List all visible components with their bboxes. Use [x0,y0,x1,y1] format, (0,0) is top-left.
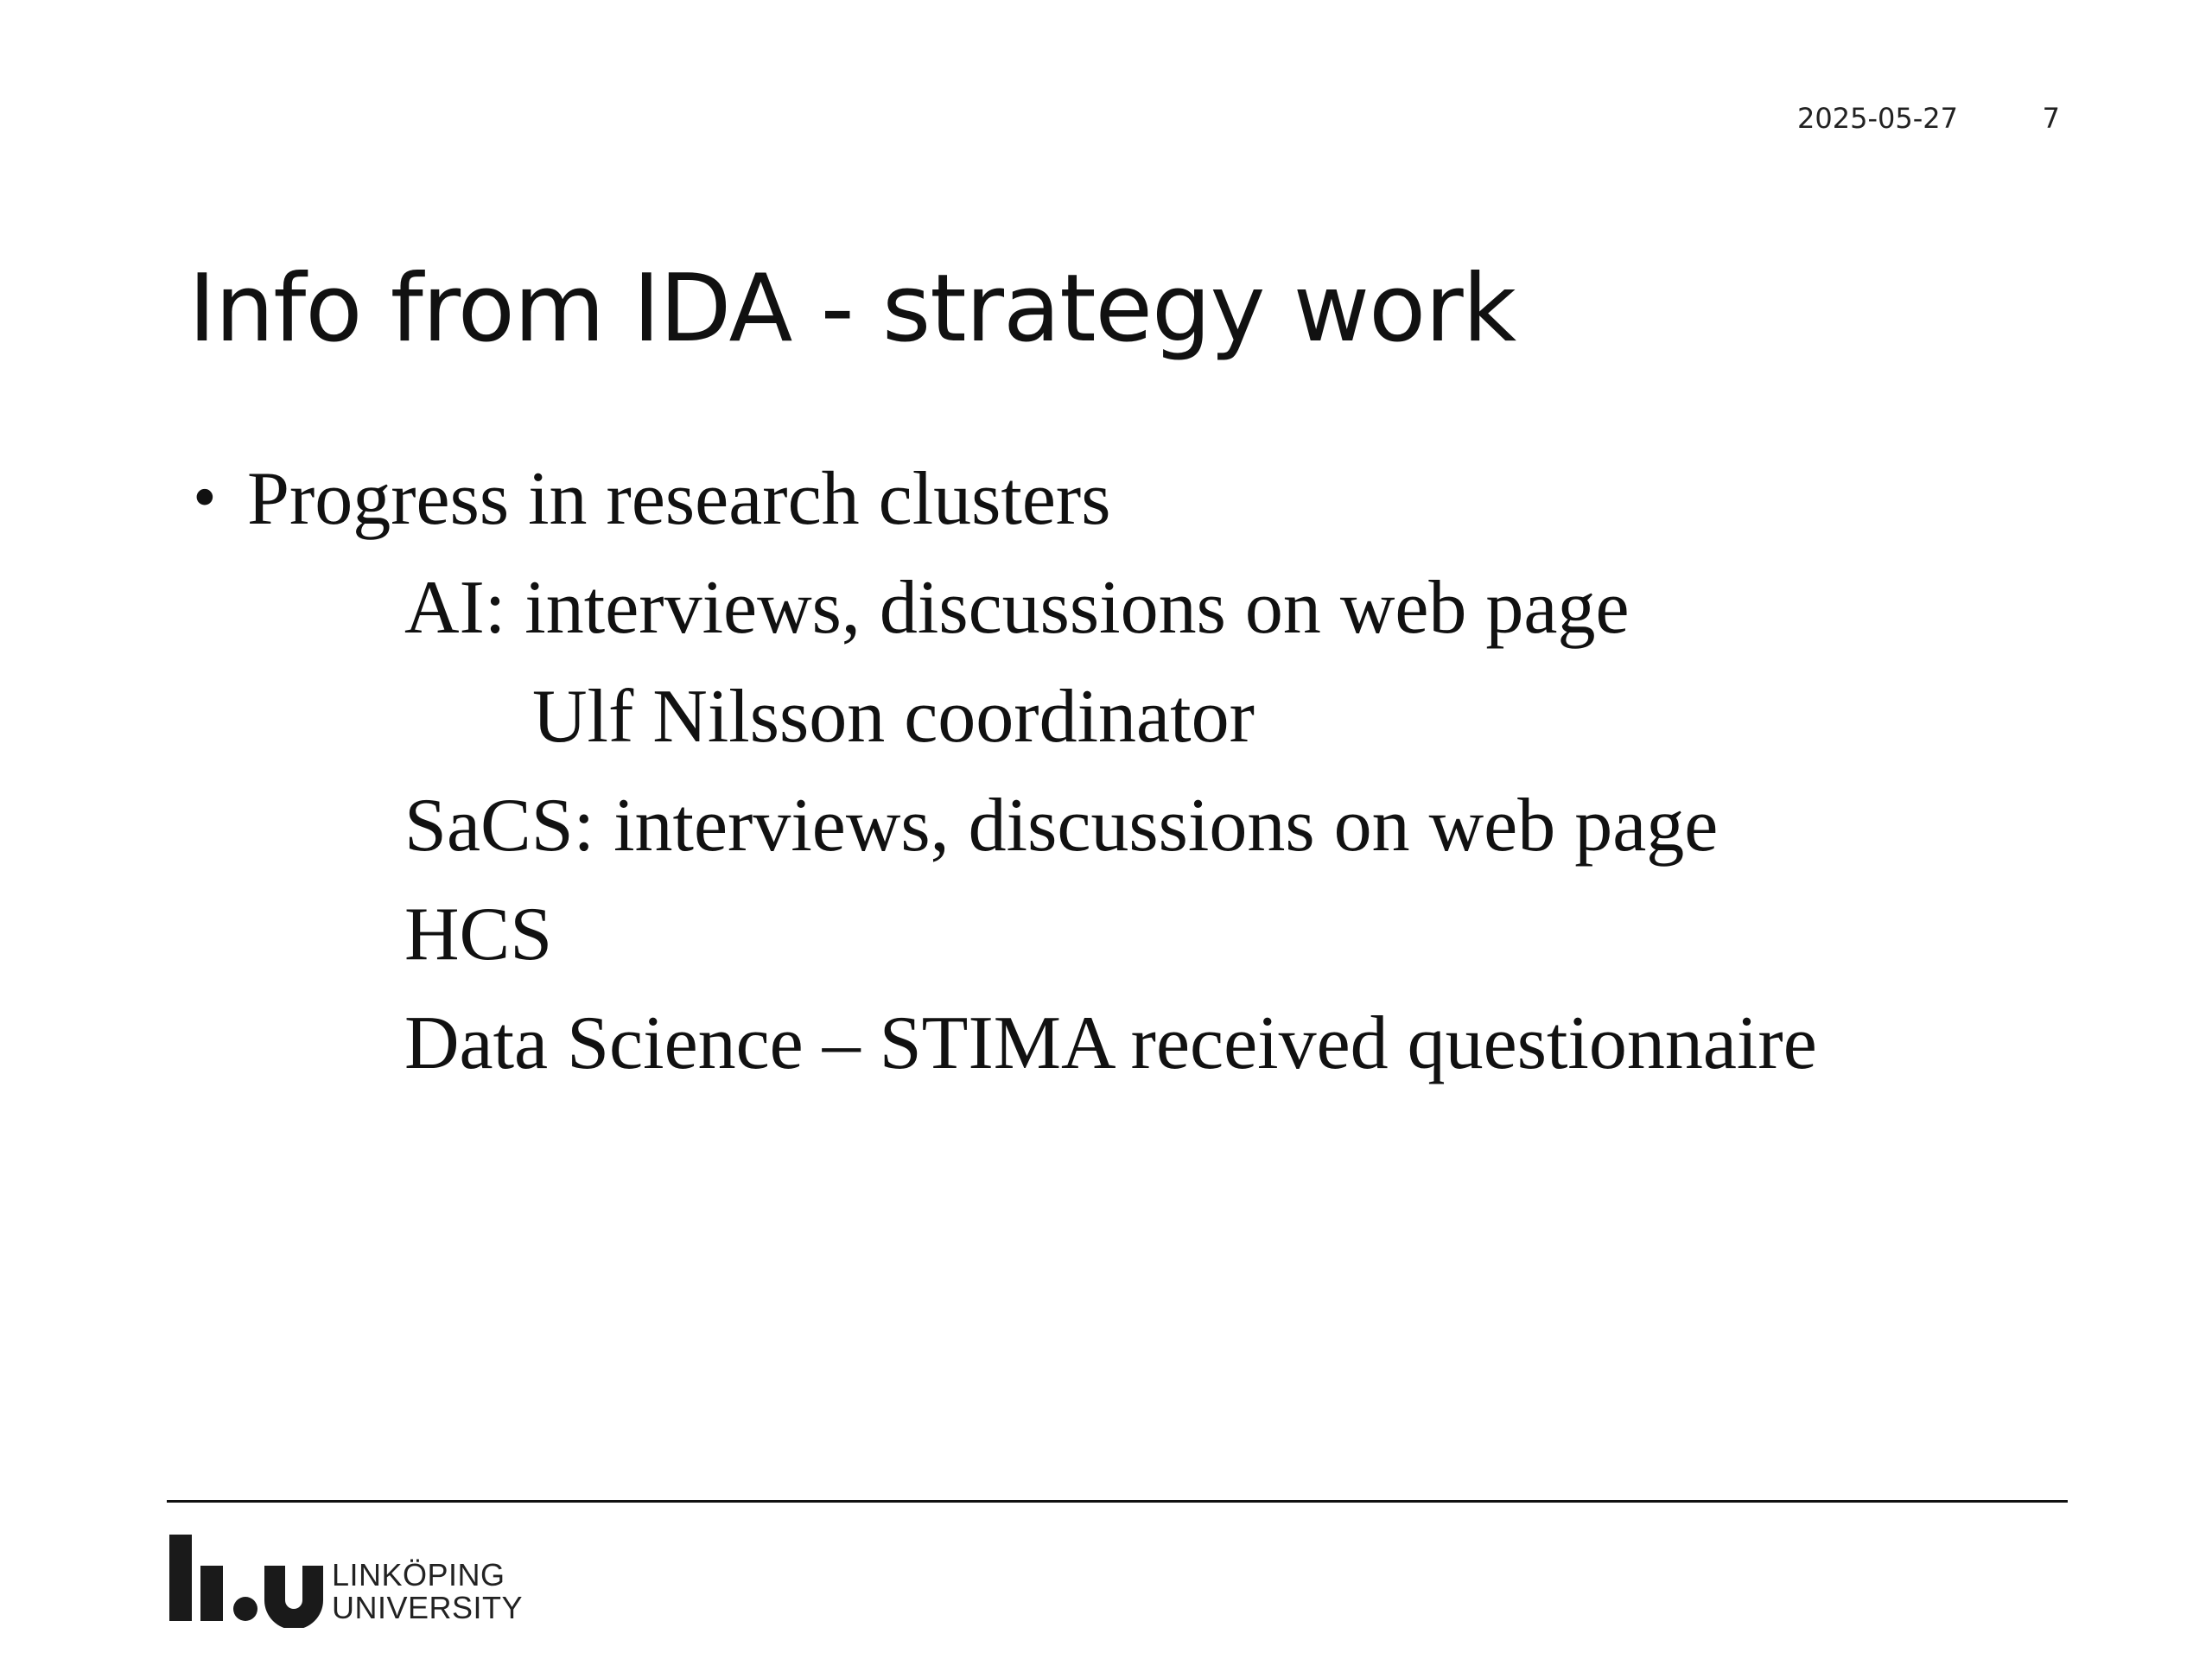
slide-content [188,445,2089,1098]
bullet-marker: • [188,467,221,531]
sub-item-text: Data Science – STIMA received questionnaire [404,1001,1817,1085]
bullet-item [188,445,2089,554]
sub-sub-item [188,663,2089,772]
sub-item-text: SaCS: interviews, discussions on web page [404,784,1719,868]
footer-divider [167,1500,2068,1503]
sub-item-text: AI: interviews, discussions on web page [404,566,1630,650]
university-logo [169,1533,532,1628]
bullet-text: Progress in research clusters [247,457,1111,541]
logo-line-1: LINKÖPING [332,1557,505,1592]
sub-item [188,554,2089,663]
sub-item [188,989,2089,1098]
slide-header-meta [1780,102,2074,140]
slide-title: Info from IDA - strategy work [188,255,1516,363]
sub-item-text: HCS [404,893,553,976]
liu-logo-icon [169,1533,325,1628]
logo-wordmark [332,1559,523,1624]
sub-item [188,880,2089,989]
slide-date: 2025-05-27 [1797,102,1958,135]
slide-page-number: 7 [2042,102,2060,135]
logo-line-2: UNIVERSITY [332,1590,524,1625]
sub-sub-item-text: Ulf Nilsson coordinator [532,675,1255,759]
sub-item [188,772,2089,880]
